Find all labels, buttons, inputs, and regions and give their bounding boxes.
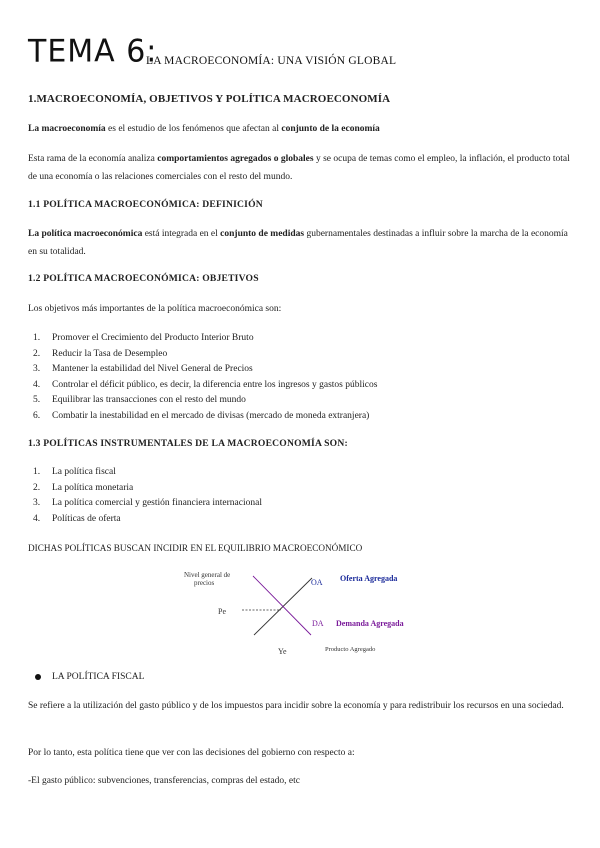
fiscal-policy-bullet: LA POLÍTICA FISCAL — [52, 672, 145, 682]
macro-scope-paragraph — [28, 151, 573, 186]
aggregate-supply-demand-figure — [178, 566, 428, 660]
fiscal-paragraph-3: -El gasto público: subvenciones, transferencias, compras del estado, etc — [28, 776, 300, 786]
policy-text-1: está integrada en el — [142, 229, 221, 239]
list-item: 3. Mantener la estabilidad del Nivel General de Precios — [33, 364, 253, 374]
list-item: 4. Políticas de oferta — [33, 513, 121, 524]
list-item: 3. La política comercial y gestión financiera internacional — [33, 498, 262, 508]
ye-label: Ye — [278, 647, 287, 656]
instruments-list — [28, 465, 262, 527]
objectives-intro: Los objetivos más importantes de la política macroeconómica son: — [28, 304, 282, 314]
list-item: 1. La política fiscal — [33, 467, 116, 477]
policy-bold-1: La política macroeconómica — [28, 229, 143, 239]
oa-label: Oferta Agregada — [340, 574, 398, 583]
x-axis-label: Producto Agregado — [325, 646, 376, 653]
da-curve — [253, 576, 311, 635]
document-title: LA MACROECONOMÍA: UNA VISIÓN GLOBAL — [146, 55, 397, 67]
objectives-list — [28, 331, 377, 424]
section-1-heading: 1.MACROECONOMÍA, OBJETIVOS Y POLÍTICA MACROECONOMÍA — [28, 93, 391, 105]
bullet-dot-icon — [35, 674, 41, 680]
list-item: 2. La política monetaria — [33, 482, 134, 493]
da-label: Demanda Agregada — [336, 619, 404, 628]
list-item: 4. Controlar el déficit público, es decir, la diferencia entre los ingresos y gastos públicos — [33, 379, 378, 390]
equilibrium-note: DICHAS POLÍTICAS BUSCAN INCIDIR EN EL EQUILIBRIO MACROECONÓMICO — [28, 543, 363, 553]
section-1-2-heading: 1.2 POLÍTICA MACROECONÓMICA: OBJETIVOS — [28, 273, 259, 284]
fiscal-paragraph-1: Se refiere a la utilización del gasto público y de los impuestos para incidir sobre la economía y para redistribuir los recursos en una sociedad. — [28, 701, 564, 711]
def-bold-scope: conjunto de la economía — [281, 124, 380, 134]
policy-definition-paragraph — [28, 226, 573, 261]
list-item: 6. Combatir la inestabilidad en el mercado de divisas (mercado de moneda extranjera) — [33, 410, 370, 421]
y-axis-label-line1: Nivel general de — [184, 571, 231, 579]
tema-heading: TEMA 6: — [28, 33, 158, 70]
list-item: 2. Reducir la Tasa de Desempleo — [33, 348, 168, 359]
scope-bold: comportamientos agregados o globales — [157, 154, 314, 164]
def-text: es el estudio de los fenómenos que afectan al — [105, 124, 282, 134]
oa-short-label: OA — [311, 578, 323, 587]
list-item: 1. Promover el Crecimiento del Producto Interior Bruto — [33, 333, 254, 343]
policy-text-2: gubernamentales destinadas a influir sobre la marcha de la economía en su totalidad. — [28, 229, 568, 257]
section-1-3-heading: 1.3 POLÍTICAS INSTRUMENTALES DE LA MACROECONOMÍA SON: — [28, 438, 348, 449]
scope-text-2: y se ocupa de temas como el empleo, la inflación, el producto total de una economía o las relaciones comerciales con el resto del mundo. — [28, 154, 570, 182]
da-short-label: DA — [312, 619, 324, 628]
scope-text-1: Esta rama de la economía analiza — [28, 154, 158, 164]
fiscal-paragraph-2: Por lo tanto, esta política tiene que ver con las decisiones del gobierno con respecto a: — [28, 748, 355, 758]
macro-definition — [28, 121, 573, 139]
pe-label: Pe — [218, 607, 226, 616]
list-item: 5. Equilibrar las transacciones con el resto del mundo — [33, 395, 246, 405]
def-bold-term: La macroeconomía — [28, 124, 106, 134]
policy-bold-2: conjunto de medidas — [220, 229, 305, 239]
y-axis-label-line2: precios — [194, 579, 215, 587]
section-1-1-heading: 1.1 POLÍTICA MACROECONÓMICA: DEFINICIÓN — [28, 199, 263, 210]
